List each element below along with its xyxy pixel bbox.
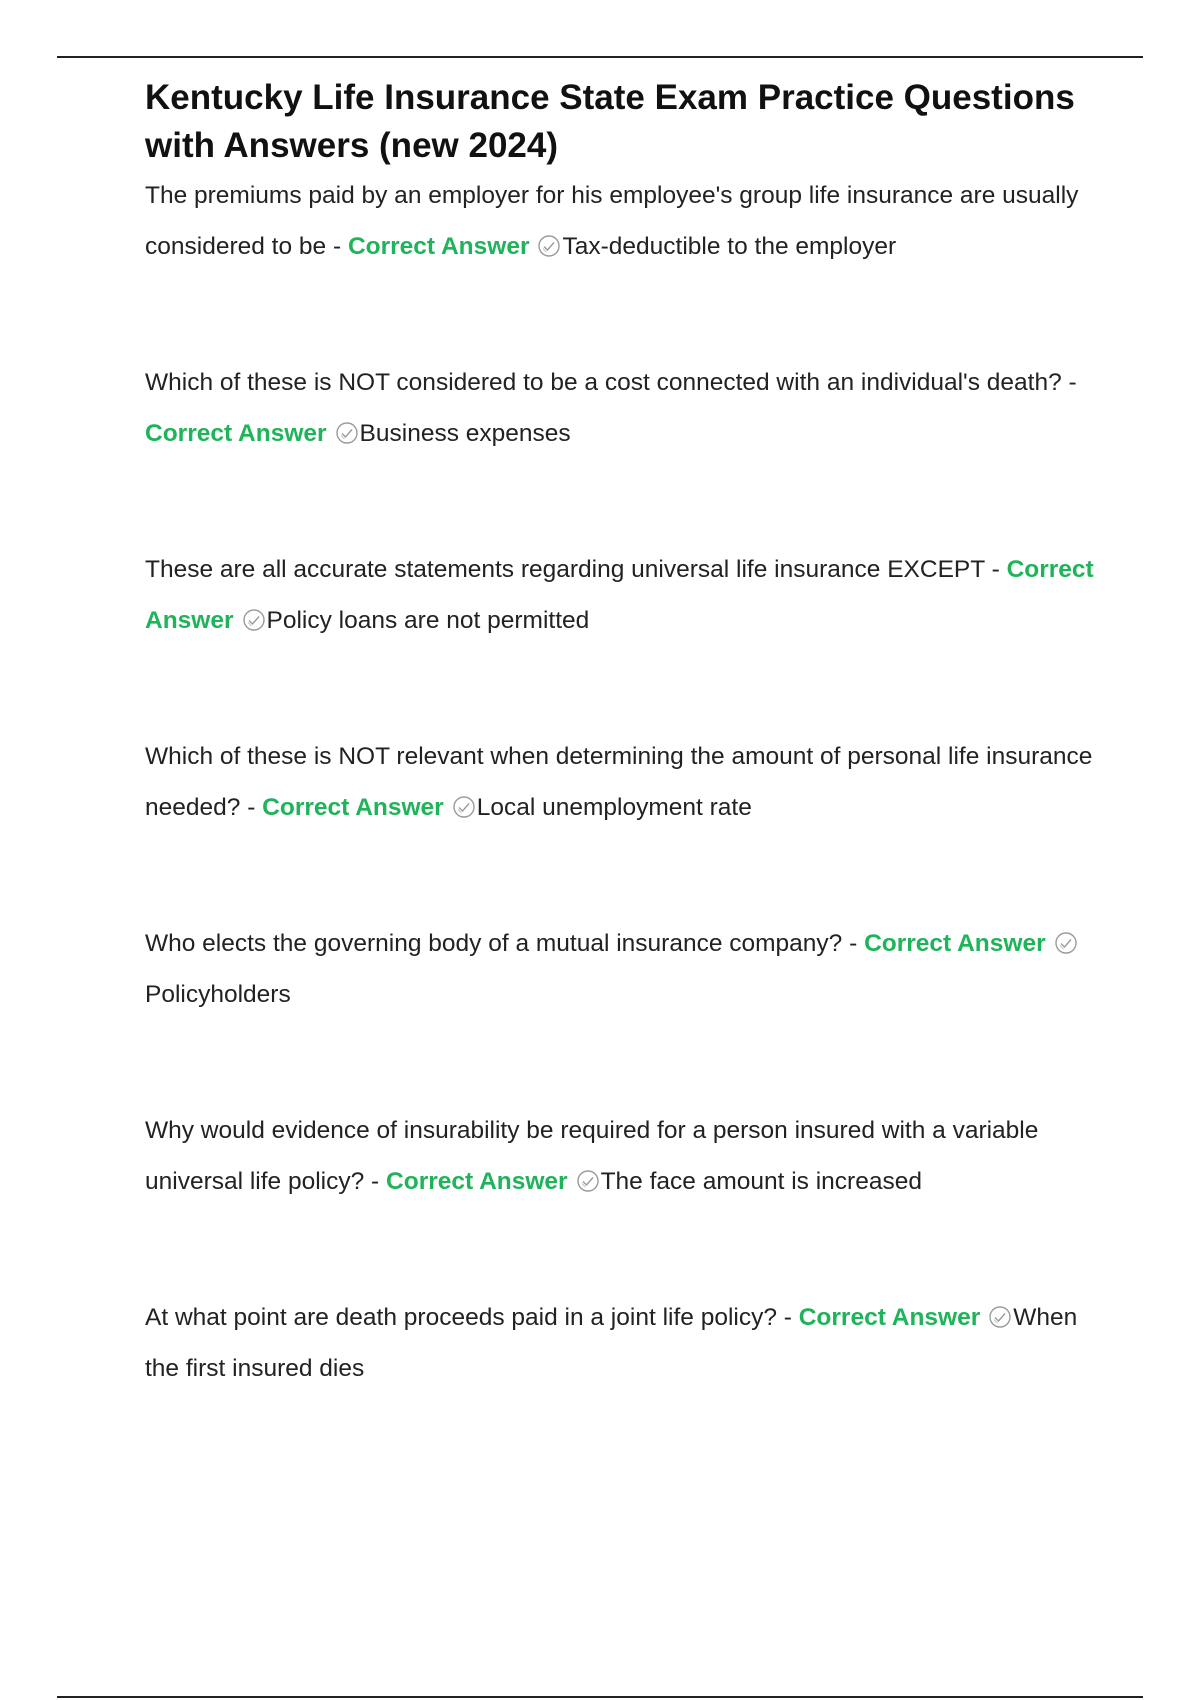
qa-item xyxy=(145,357,1095,459)
answer-text: Tax-deductible to the employer xyxy=(562,233,897,260)
answer-text: Local unemployment rate xyxy=(476,794,752,821)
correct-answer-label: Correct Answer xyxy=(798,1304,981,1331)
correct-answer-label: Correct Answer xyxy=(386,1168,568,1195)
check-circle-icon xyxy=(537,234,561,258)
answer-text: Policyholders xyxy=(145,981,291,1008)
qa-item xyxy=(145,1292,1095,1394)
qa-item xyxy=(145,170,1095,272)
question-text: Which of these is NOT relevant when determining the amount of personal life insurance needed? xyxy=(145,743,1093,821)
check-circle-icon xyxy=(1054,931,1078,955)
qa-item xyxy=(145,544,1095,646)
correct-answer-label: Correct Answer xyxy=(145,556,1094,634)
correct-answer-label: Correct Answer xyxy=(145,420,327,447)
separator: - xyxy=(326,233,348,260)
page-title: Kentucky Life Insurance State Exam Practice Questions with Answers (new 2024) xyxy=(145,78,1075,165)
check-circle-icon xyxy=(335,421,359,445)
answer-text: When the first insured dies xyxy=(145,1304,1078,1382)
separator: - xyxy=(1061,369,1077,396)
correct-answer-label: Correct Answer xyxy=(347,233,530,260)
check-circle-icon xyxy=(988,1305,1012,1329)
separator: - xyxy=(842,930,865,957)
question-text: At what point are death proceeds paid in a joint life policy? xyxy=(145,1304,777,1331)
separator: - xyxy=(240,794,263,821)
answer-text: Policy loans are not permitted xyxy=(266,607,590,634)
correct-answer-label: Correct Answer xyxy=(864,930,1046,957)
question-text: These are all accurate statements regarding universal life insurance EXCEPT xyxy=(145,556,985,583)
qa-item xyxy=(145,918,1095,1020)
separator: - xyxy=(984,556,1007,583)
question-text: The premiums paid by an employer for his employee's group life insurance are usually considered to be xyxy=(145,182,1079,260)
qa-item xyxy=(145,1105,1095,1207)
bottom-rule xyxy=(57,1696,1143,1698)
answer-text: The face amount is increased xyxy=(600,1168,922,1195)
check-circle-icon xyxy=(576,1169,600,1193)
qa-item xyxy=(145,731,1095,833)
check-circle-icon xyxy=(242,608,266,632)
correct-answer-label: Correct Answer xyxy=(262,794,444,821)
separator: - xyxy=(364,1168,387,1195)
question-text: Why would evidence of insurability be required for a person insured with a variable universal life policy? xyxy=(145,1117,1039,1195)
answer-text: Business expenses xyxy=(359,420,571,447)
document-body xyxy=(145,74,1095,1394)
top-rule xyxy=(57,56,1143,58)
qa-list xyxy=(145,170,1095,1394)
question-text: Which of these is NOT considered to be a cost connected with an individual's death? xyxy=(145,369,1062,396)
check-circle-icon xyxy=(452,795,476,819)
separator: - xyxy=(776,1304,799,1331)
question-text: Who elects the governing body of a mutual insurance company? xyxy=(145,930,843,957)
